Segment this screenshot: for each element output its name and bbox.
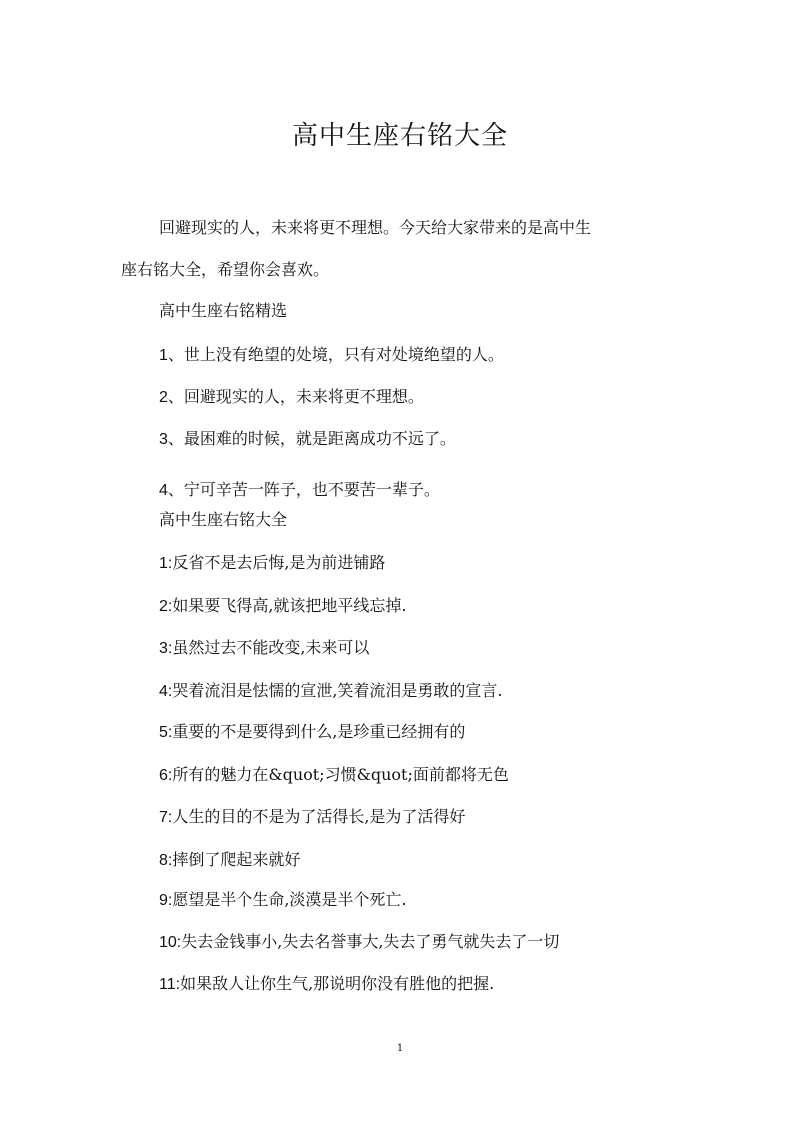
section2-item-5: [159, 720, 465, 745]
section2-item-10: [159, 930, 559, 955]
item-text: 回避现实的人，未来将更不理想。: [183, 387, 424, 406]
section2-item-9: [159, 888, 407, 913]
item-number: 1:: [159, 555, 173, 572]
item-number: 3: [159, 431, 168, 448]
page-number: 1: [396, 1043, 404, 1054]
item-text: 摔倒了爬起来就好: [172, 850, 301, 869]
item-number: 10:: [159, 934, 182, 951]
document-title: 高中生座右铭大全: [291, 121, 508, 151]
item-number: 5:: [159, 724, 173, 741]
intro-line-1: 回避现实的人，未来将更不理想。今天给大家带来的是高中生: [159, 218, 592, 237]
item-text: 世上没有绝望的处境，只有对处境绝望的人。: [183, 345, 504, 364]
item-text: 最困难的时候，就是距离成功不远了。: [183, 429, 456, 448]
intro-line-2: 座右铭大全，希望你会喜欢。: [121, 260, 330, 279]
section1-item-4: [159, 478, 440, 503]
section1-item-2: [159, 385, 424, 410]
item-text: 如果敌人让你生气,那说明你没有胜他的把握.: [180, 974, 495, 993]
section2-heading: 高中生座右铭大全: [159, 510, 288, 529]
item-text: 所有的魅力在&quot;习惯&quot;面前都将无色: [172, 765, 509, 784]
section1-heading: 高中生座右铭精选: [159, 301, 288, 320]
item-text: 失去金钱事小,失去名誉事大,失去了勇气就失去了一切: [181, 932, 560, 951]
item-text: 如果要飞得高,就该把地平线忘掉.: [172, 596, 407, 615]
section2-item-11: [159, 972, 494, 997]
item-separator: 、: [167, 345, 184, 364]
item-number: 1: [159, 347, 168, 364]
item-separator: 、: [167, 429, 184, 448]
section2-item-1: [159, 551, 385, 576]
item-number: 4:: [159, 683, 173, 700]
item-separator: 、: [167, 480, 184, 499]
item-number: 8:: [159, 852, 173, 869]
item-separator: 、: [167, 387, 184, 406]
item-number: 7:: [159, 809, 173, 826]
section2-item-6: [159, 763, 509, 788]
item-text: 反省不是去后悔,是为前进铺路: [172, 553, 386, 572]
section2-item-4: [159, 679, 503, 704]
item-number: 2:: [159, 598, 173, 615]
section2-item-8: [159, 848, 300, 873]
section2-item-3: [159, 636, 369, 661]
section1-item-3: [159, 427, 456, 452]
item-number: 9:: [159, 892, 173, 909]
item-number: 2: [159, 389, 168, 406]
item-text: 哭着流泪是怯懦的宣泄,笑着流泪是勇敢的宣言.: [172, 681, 503, 700]
item-text: 人生的目的不是为了活得长,是为了活得好: [172, 807, 466, 826]
section2-item-7: [159, 805, 465, 830]
item-text: 宁可辛苦一阵子，也不要苦一辈子。: [183, 480, 440, 499]
item-text: 重要的不是要得到什么,是珍重已经拥有的: [172, 722, 466, 741]
section1-item-1: [159, 343, 504, 368]
section2-item-2: [159, 594, 407, 619]
item-text: 愿望是半个生命,淡漠是半个死亡.: [172, 890, 407, 909]
item-number: 3:: [159, 640, 173, 657]
item-number: 11:: [159, 976, 181, 993]
item-number: 6:: [159, 767, 173, 784]
item-number: 4: [159, 482, 168, 499]
item-text: 虽然过去不能改变,未来可以: [172, 638, 370, 657]
